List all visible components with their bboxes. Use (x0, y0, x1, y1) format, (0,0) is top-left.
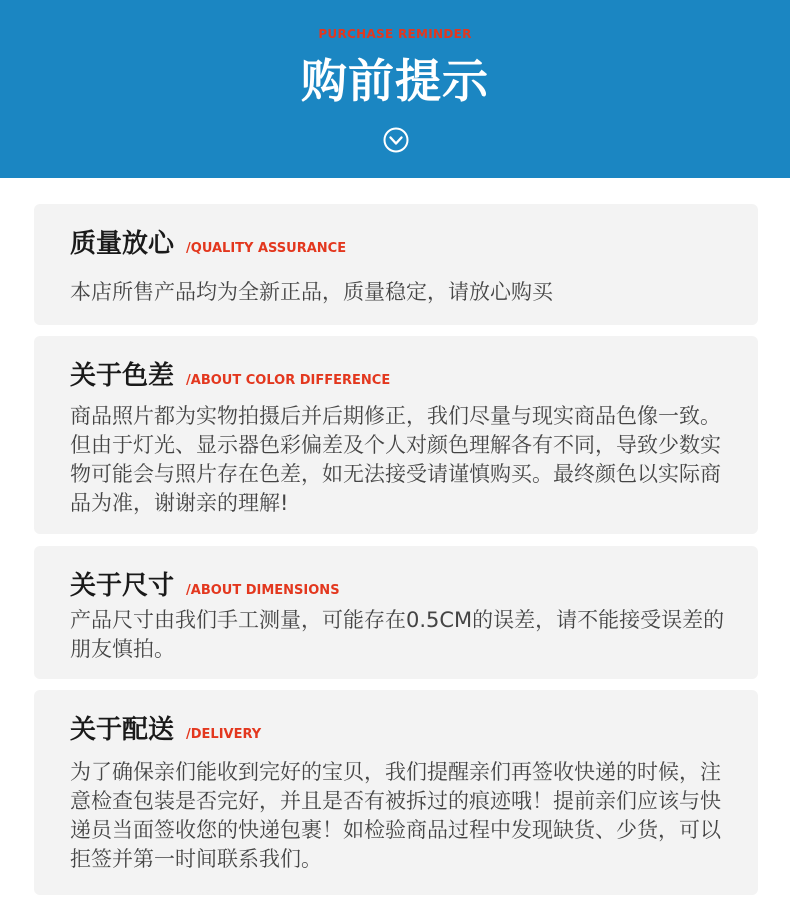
section-title-en: /ABOUT COLOR DIFFERENCE (186, 373, 391, 388)
section-heading (70, 712, 261, 753)
section-dimensions (34, 546, 758, 679)
section-color-difference (34, 336, 758, 534)
section-title-en: /DELIVERY (186, 727, 262, 742)
section-body: 商品照片都为实物拍摄后并后期修正，我们尽量与现实商品色像一致。但由于灯光、显示器色彩偏差及个人对颜色理解各有不同，导致少数实物可能会与照片存在色差，如无法接受请谨慎购买。最终颜色以实际商品为准，谢谢亲的理解! (70, 404, 721, 515)
section-title: 关于尺寸 (70, 571, 175, 601)
section-heading (70, 358, 390, 399)
section-title-en: /ABOUT DIMENSIONS (186, 583, 340, 598)
header-banner (0, 0, 790, 178)
chevron-down-circle-icon (383, 127, 409, 153)
section-heading (70, 226, 346, 267)
section-quality-assurance (34, 204, 758, 325)
header-subtitle: PURCHASE REMINDER (318, 27, 472, 41)
section-title: 关于配送 (70, 715, 175, 745)
section-title: 关于色差 (70, 361, 175, 391)
section-delivery (34, 690, 758, 895)
section-body: 本店所售产品均为全新正品，质量稳定，请放心购买 (70, 280, 553, 304)
section-title: 质量放心 (70, 229, 175, 259)
section-title-en: /QUALITY ASSURANCE (186, 241, 347, 256)
page-title: 购前提示 (301, 54, 489, 108)
section-body: 产品尺寸由我们手工测量，可能存在0.5CM的误差，请不能接受误差的朋友慎拍。 (70, 608, 725, 661)
section-heading (70, 568, 340, 609)
section-body: 为了确保亲们能收到完好的宝贝，我们提醒亲们再签收快递的时候，注意检查包装是否完好，并且是否有被拆过的痕迹哦！提前亲们应该与快递员当面签收您的快递包裹！如检验商品过程中发现缺货、少货，可以拒签并第一时间联系我们。 (70, 760, 721, 871)
